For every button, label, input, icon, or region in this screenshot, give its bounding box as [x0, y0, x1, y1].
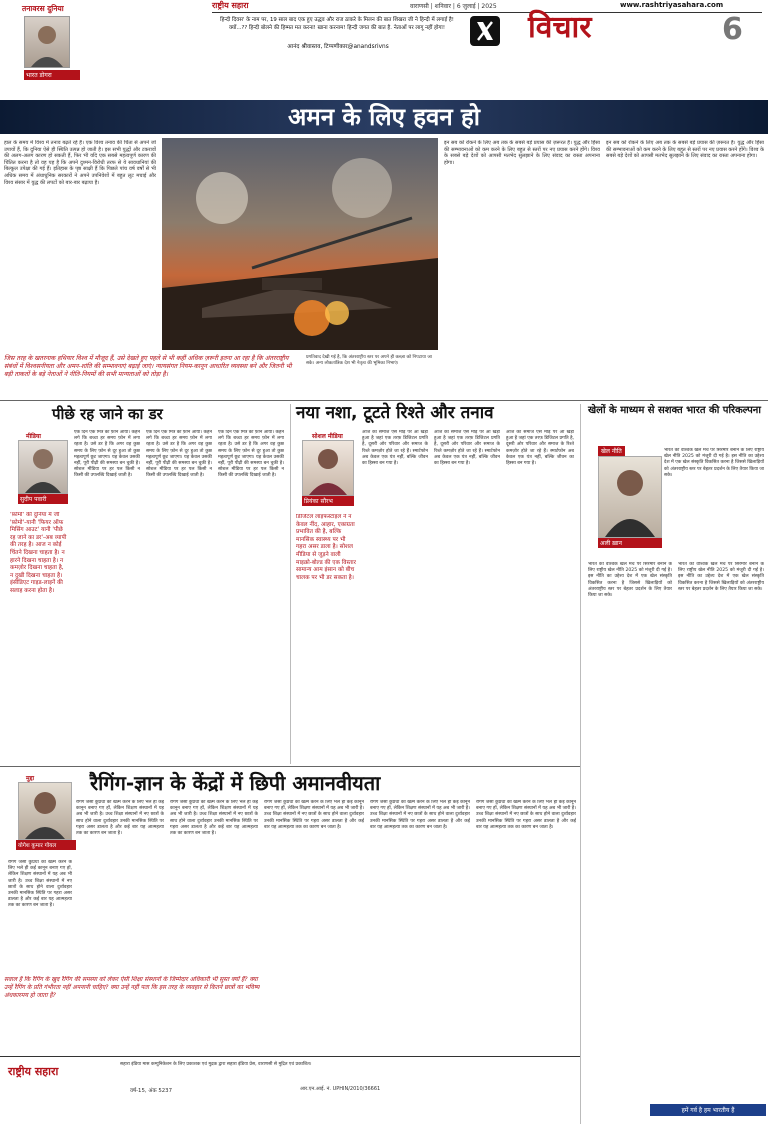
article3-pull-quote: डिजिटल लाइफस्टाइल ने न केवल नींद, आहार, एकाग्रता प्रभावित की है, बल्कि मानसिक स्वास्थ्य पर भी गहरा असर डाला है। सोशल मीडिया से जुड़ने वाली माइक्रो-बोल्ड की एक विस्तार सामान्य आम इंसान को बीच चालक पर भी डर सकता है।: [296, 514, 356, 581]
article2-body-col2: एक दिन एक मित्र का फ़ोन आया। कहने लगे कि बच्चा हर समय फ़ोन में लगा रहता है। उसे डर है कि अगर वह कुछ समय के लिए फ़ोन से दूर हुआ तो कुछ महत्वपूर्ण छूट जाएगा। यह केवल उसकी नहीं, पूरी पीढ़ी की समस्या बन चुकी है। सोशल मीडिया पर हर पल किसी न किसी की उपलब्धि दिखाई जाती है।: [146, 430, 212, 479]
article4-body-col2: भारत को वैश्विक खेल मंच पर सिरमौर बनाने के लिए राष्ट्रीय खेल नीति 2025 को मंजूरी दी गई है। इस नीति का उद्देश्य देश में एक खेल संस्कृति विकसित करना है जिससे खिलाड़ियों को अंतरराष्ट्रीय स्तर पर बेहतर प्रदर्शन के लिए तैयार किया जा सके।: [588, 562, 672, 599]
footer-brand: राष्ट्रीय सहारा: [8, 1065, 59, 1078]
divider-a3-a4: [580, 404, 581, 1124]
article5-body-col3: रैगिंग जैसी कुप्रथा को खत्म करने के लिए भले ही कई कानून बनाए गए हों, लेकिन शिक्षण संस्थानों में यह अब भी जारी है। उच्च शिक्षा संस्थानों में नए छात्रों के साथ होने वाला दुर्व्यवहार उनकी मानसिक स्थिति पर गहरा असर डालता है और कई बार यह आत्महत्या तक का कारण बन जाता है।: [264, 800, 364, 830]
article3-body-col3: आज का समाज ऐसे मोड़ पर आ खड़ा हुआ है जहां एक तरफ़ डिजिटल प्रगति है, दूसरी ओर परिवार और समाज के रिश्ते कमज़ोर होते जा रहे हैं। स्मार्टफोन अब केवल एक यंत्र नहीं, बल्कि जीवन का हिस्सा बन गया है।: [506, 430, 574, 467]
article3-author-tag: प्रियंका सौरभ: [302, 496, 354, 506]
article4-author-tag: अली ख़ान: [598, 538, 662, 548]
divider-a2-a3: [290, 404, 291, 764]
article4-label: खेल नीति: [598, 446, 625, 456]
article5-label: मुद्दा: [26, 775, 35, 782]
footer-imprint: सहारा इंडिया मास कम्युनिकेशन के लिए प्रकाशक एवं मुद्रक द्वारा सहारा इंडिया प्रेस, वाराणसी से मुद्रित एवं प्रकाशित।: [120, 1062, 312, 1067]
article3-body-col2: आज का समाज ऐसे मोड़ पर आ खड़ा हुआ है जहां एक तरफ़ डिजिटल प्रगति है, दूसरी ओर परिवार और समाज के रिश्ते कमज़ोर होते जा रहे हैं। स्मार्टफोन अब केवल एक यंत्र नहीं, बल्कि जीवन का हिस्सा बन गया है।: [434, 430, 500, 467]
rule-mid: [0, 766, 580, 767]
article5-author-tag: योगेश कुमार गोयल: [16, 840, 76, 850]
lead-pull-quote: जिस तरह के खतरनाक हथियार विश्व में मौजूद हैं, उसे देखते हुए पहले से भी कहीं अधिक ज़रूरी इतना आ रहा है कि अंतरराष्ट्रीय संबंधों में विश्वसनीयता और अमन-शांति की सम्भावनाएं बढ़ाई जाएं। न्यायसंगत नियम-कानून आधारित व्यवस्था बने और जितनी भी बड़ी ताकतों के बड़े नेताओं ने नीति-नियमों की सभी मान्यताओं को तोड़ा है।: [4, 355, 292, 378]
website-link[interactable]: www.rashtriyasahara.com: [620, 1, 724, 9]
article5-author-photo: [18, 782, 72, 840]
masthead: [0, 0, 768, 96]
x-logo-icon: [470, 16, 500, 46]
rule-lead-bottom: [0, 400, 768, 401]
article5-pull-quote: सवाल है कि रैगिंग के खुद रैगिंग की समस्या को लेकर ऐसी शिक्षा संस्थानों के जिम्मेदार अधिकारी भी सुस्त क्यों हैं? क्या उन्हें रैगिंग के प्रति गंभीरता नहीं अपनानी चाहिए? क्या उन्हें नहीं पता कि इस तरह के व्यवहार से कितने छात्रों का भविष्य अंधकारमय हो जाता है?: [4, 976, 260, 999]
article2-pull-quote: 'फ़ोमो' की दुनिया में जी 'फ़ोमो'-यानी 'फियर ऑफ मिसिंग आउट' यानी 'पीछे रह जाने का डर'-अब व्यापी की तरह है। आज न कोई चिंतने दिखना चाहता है। न हारने दिखना चाहता है। न कमज़ोर दिखना चाहता है, न दुखी दिखना चाहता है। इंसीडिएट गाइड-लाइनें की सलाह करना होता है।: [10, 512, 67, 594]
brand-logo: राष्ट्रीय सहारा: [212, 1, 249, 10]
lead-headline: अमन के लिए हवन हो: [288, 103, 480, 131]
lead-headline-bar: [0, 100, 768, 134]
footer-volume: वर्ष-15, अंक 5237: [130, 1088, 173, 1094]
lead-body-col2: इन सब को रोकने के लिए अब तक के सबसे बड़े प्रयास की ज़रूरत है। युद्ध और हिंसा की सम्भावनाओं को कम करने के लिए बहुत से स्तरों पर नए प्रयास करने होंगे। विश्व के सबसे बड़े देशों को आपसी मतभेद सुलझाने के लिए संवाद का रास्ता अपनाना होगा।: [444, 140, 600, 166]
author-photo: [24, 16, 70, 68]
article3-body-col1: आज का समाज ऐसे मोड़ पर आ खड़ा हुआ है जहां एक तरफ़ डिजिटल प्रगति है, दूसरी ओर परिवार और समाज के रिश्ते कमज़ोर होते जा रहे हैं। स्मार्टफोन अब केवल एक यंत्र नहीं, बल्कि जीवन का हिस्सा बन गया है।: [362, 430, 428, 467]
article5-body-col2: रैगिंग जैसी कुप्रथा को खत्म करने के लिए भले ही कई कानून बनाए गए हों, लेकिन शिक्षण संस्थानों में यह अब भी जारी है। उच्च शिक्षा संस्थानों में नए छात्रों के साथ होने वाला दुर्व्यवहार उनकी मानसिक स्थिति पर गहरा असर डालता है और कई बार यह आत्महत्या तक का कारण बन जाता है।: [170, 800, 258, 837]
lead-image: [162, 138, 438, 350]
article5-headline: रैगिंग-ज्ञान के केंद्रों में छिपी अमानवीयता: [90, 771, 381, 795]
masthead-rule: [212, 12, 762, 13]
page-number: 6: [722, 12, 743, 47]
lead-image-caption: प्रगतिवाद देखी गई है, कि अंतरराष्ट्रीय स्तर पर अपने ही कब्ज़ा को निपटाया जा सके। अन्य लोकतांत्रिक देश भी नेतृत्व की भूमिका निभाएं।: [306, 355, 432, 366]
article5-body-col1: रैगिंग जैसी कुप्रथा को खत्म करने के लिए भले ही कई कानून बनाए गए हों, लेकिन शिक्षण संस्थानों में यह अब भी जारी है। उच्च शिक्षा संस्थानों में नए छात्रों के साथ होने वाला दुर्व्यवहार उनकी मानसिक स्थिति पर गहरा असर डालता है और कई बार यह आत्महत्या तक का कारण बन जाता है।: [76, 800, 164, 837]
article3-label: सोशल मीडिया: [312, 433, 343, 440]
article2-body-col3: एक दिन एक मित्र का फ़ोन आया। कहने लगे कि बच्चा हर समय फ़ोन में लगा रहता है। उसे डर है कि अगर वह कुछ समय के लिए फ़ोन से दूर हुआ तो कुछ महत्वपूर्ण छूट जाएगा। यह केवल उसकी नहीं, पूरी पीढ़ी की समस्या बन चुकी है। सोशल मीडिया पर हर पल किसी न किसी की उपलब्धि दिखाई जाती है।: [218, 430, 284, 479]
article5-body-col5: रैगिंग जैसी कुप्रथा को खत्म करने के लिए भले ही कई कानून बनाए गए हों, लेकिन शिक्षण संस्थानों में यह अब भी जारी है। उच्च शिक्षा संस्थानों में नए छात्रों के साथ होने वाला दुर्व्यवहार उनकी मानसिक स्थिति पर गहरा असर डालता है और कई बार यह आत्महत्या तक का कारण बन जाता है।: [476, 800, 576, 830]
tweet-text: हिन्दी दिवस' के नाम पर, 19 साल बाद एक हुए उद्धव और राज ठाकरे के मिलन की बात शिखरा जी ने हिन्दी में लगाई है! क्यों...?? हिन्दी बोलने की हिम्मत मत करना! खाना करनाम! हिन्दी जगत की बात है. नेताओं पर लागू नहीं होगा!: [220, 17, 454, 31]
footer-rule: [0, 1056, 580, 1057]
tweet-author: आनंद श्रीवास्तव, टिप्पणीकार@anandsrivns: [287, 44, 389, 50]
article5-body-col4: रैगिंग जैसी कुप्रथा को खत्म करने के लिए भले ही कई कानून बनाए गए हों, लेकिन शिक्षण संस्थानों में यह अब भी जारी है। उच्च शिक्षा संस्थानों में नए छात्रों के साथ होने वाला दुर्व्यवहार उनकी मानसिक स्थिति पर गहरा असर डालता है और कई बार यह आत्महत्या तक का कारण बन जाता है।: [370, 800, 470, 830]
article2-label: मीडिया: [26, 433, 41, 440]
lead-body-col1: हाल के समय में विश्व में तनाव बढ़ते रहे हैं। एक विश्व तनाव की चिंता से अपने जो उपायों हैं, कि दुनिया ऐसे ही स्थिति उत्पन्न हो जाती है। इस सभी युद्धों और टकरावों की अलग-अलग कारण हो सकती हैं, फिर भी यदि एक सबसे महत्वपूर्ण कारण की चिंतित करना है तो वह यह है कि अपने दुश्मन-विरोधी तरफ से ये सावधानियां की बिल्कुल उपेक्षा की गई हैं। इतिहास के पृष्ठ साक्षी हैं कि पिछले पांच वर्ष वर्षों से भी अधिक समय में अंधाधुनिक सरकारों ने अपने उपनिवेशों में बहुत लूट मचाई और विश्व संसार में युद्ध की लपटों को बार-बार बढ़ाया है।: [4, 140, 156, 186]
article2-author-photo: [18, 440, 68, 494]
masthead-topbar: [0, 0, 768, 12]
article2-author-tag: सुदीप पवारी: [18, 494, 68, 504]
section-title: विचार: [528, 10, 592, 45]
article2-headline: पीछे रह जाने का डर: [52, 405, 163, 423]
article5-body-col6: रैगिंग जैसी कुप्रथा को खत्म करने के लिए भले ही कई कानून बनाए गए हों, लेकिन शिक्षण संस्थानों में यह अब भी जारी है। उच्च शिक्षा संस्थानों में नए छात्रों के साथ होने वाला दुर्व्यवहार उनकी मानसिक स्थिति पर गहरा असर डालता है और कई बार यह आत्महत्या तक का कारण बन जाता है।: [8, 860, 72, 909]
article2-body-col1: एक दिन एक मित्र का फ़ोन आया। कहने लगे कि बच्चा हर समय फ़ोन में लगा रहता है। उसे डर है कि अगर वह कुछ समय के लिए फ़ोन से दूर हुआ तो कुछ महत्वपूर्ण छूट जाएगा। यह केवल उसकी नहीं, पूरी पीढ़ी की समस्या बन चुकी है। सोशल मीडिया पर हर पल किसी न किसी की उपलब्धि दिखाई जाती है।: [74, 430, 140, 479]
article3-author-photo: [302, 440, 354, 496]
lead-body-col3: इन सब को रोकने के लिए अब तक के सबसे बड़े प्रयास की ज़रूरत है। युद्ध और हिंसा की सम्भावनाओं को कम करने के लिए बहुत से स्तरों पर नए प्रयास करने होंगे। विश्व के सबसे बड़े देशों को आपसी मतभेद सुलझाने के लिए संवाद का रास्ता अपनाना होगा।: [606, 140, 764, 160]
article4-body-col3: भारत को वैश्विक खेल मंच पर सिरमौर बनाने के लिए राष्ट्रीय खेल नीति 2025 को मंजूरी दी गई है। इस नीति का उद्देश्य देश में एक खेल संस्कृति विकसित करना है जिससे खिलाड़ियों को अंतरराष्ट्रीय स्तर पर बेहतर प्रदर्शन के लिए तैयार किया जा सके।: [678, 562, 764, 592]
article4-author-photo: [598, 456, 662, 538]
article3-headline: नया नशा, टूटते रिश्ते और तनाव: [296, 403, 494, 423]
article4-body-col1: भारत को वैश्विक खेल मंच पर सिरमौर बनाने के लिए राष्ट्रीय खेल नीति 2025 को मंजूरी दी गई है। इस नीति का उद्देश्य देश में एक खेल संस्कृति विकसित करना है जिससे खिलाड़ियों को अंतरराष्ट्रीय स्तर पर बेहतर प्रदर्शन के लिए तैयार किया जा सके।: [664, 448, 764, 478]
column-label: तनावरस दुनिया: [22, 4, 64, 13]
footer-rni: आर.एन.आई. नं. UPHIN/2010/36661: [300, 1086, 381, 1092]
author-name-tag: भारत डोगरा: [24, 70, 80, 80]
article4-footer-tag: हमें गर्व है हम भारतीय हैं: [650, 1104, 766, 1116]
city-date: वाराणसी | शनिवार | 6 जुलाई | 2025: [410, 3, 497, 10]
article4-headline: खेलों के माध्यम से सशक्त भारत की परिकल्पना: [588, 405, 761, 416]
